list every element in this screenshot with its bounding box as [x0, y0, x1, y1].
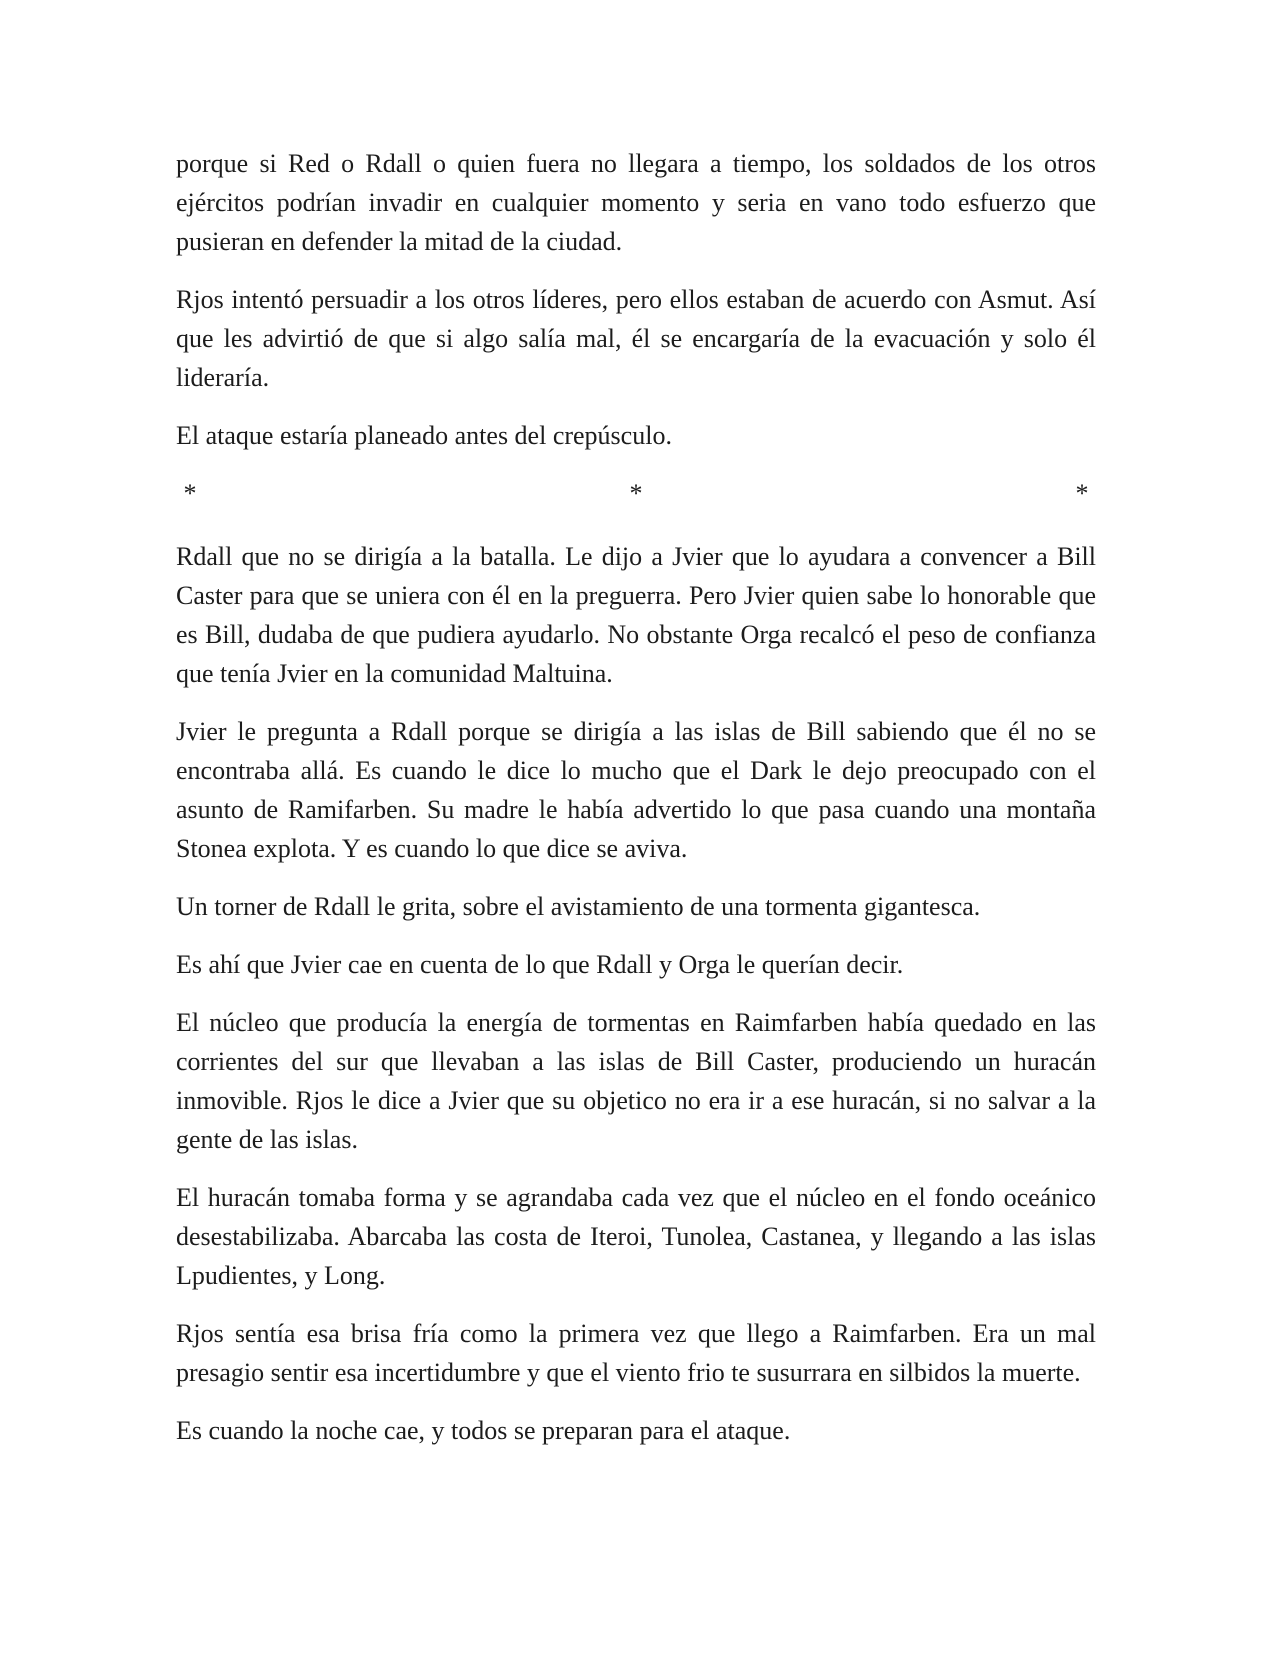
separator-asterisk: *: [1075, 479, 1089, 508]
paragraph: Rdall que no se dirigía a la batalla. Le dijo a Jvier que lo ayudara a convencer a Bill Caster para que se uniera con él en la preguerra. Pero Jvier quien sabe lo honorable que es Bill, dudaba de que pudiera ayudarlo. No obstante Orga recalcó el peso de confianza que tenía Jvier en la comunidad Maltuina.: [176, 542, 1096, 688]
separator-asterisk: *: [183, 479, 197, 508]
paragraph: El núcleo que producía la energía de tormentas en Raimfarben había quedado en las corrientes del sur que llevaban a las islas de Bill Caster, produciendo un huracán inmovible. Rjos le dice a Jvier que su objetico no era ir a ese huracán, si no salvar a la gente de las islas.: [176, 1008, 1096, 1154]
paragraph: Rjos sentía esa brisa fría como la primera vez que llego a Raimfarben. Era un mal presagio sentir esa incertidumbre y que el viento frio te susurrara en silbidos la muerte.: [176, 1319, 1096, 1387]
separator-asterisk: *: [629, 479, 643, 508]
paragraph: El ataque estaría planeado antes del crepúsculo.: [176, 421, 672, 450]
paragraph: Jvier le pregunta a Rdall porque se dirigía a las islas de Bill sabiendo que él no se encontraba allá. Es cuando le dice lo mucho que el Dark le dejo preocupado con el asunto de Ramifarben. Su madre le había advertido lo que pasa cuando una montaña Stonea explota. Y es cuando lo que dice se aviva.: [176, 717, 1096, 863]
section-separator: [180, 474, 1092, 513]
paragraph: Un torner de Rdall le grita, sobre el avistamiento de una tormenta gigantesca.: [176, 892, 981, 921]
paragraph: El huracán tomaba forma y se agrandaba cada vez que el núcleo en el fondo oceánico desestabilizaba. Abarcaba las costa de Iteroi, Tunolea, Castanea, y llegando a las islas Lpudientes, y Long.: [176, 1183, 1096, 1290]
paragraph: Rjos intentó persuadir a los otros líderes, pero ellos estaban de acuerdo con Asmut. Así que les advirtió de que si algo salía mal, él se encargaría de la evacuación y solo él lideraría.: [176, 285, 1096, 392]
paragraph: Es cuando la noche cae, y todos se preparan para el ataque.: [176, 1416, 791, 1445]
paragraph: porque si Red o Rdall o quien fuera no llegara a tiempo, los soldados de los otros ejércitos podrían invadir en cualquier momento y seria en vano todo esfuerzo que pusieran en defender la mitad de la ciudad.: [176, 149, 1096, 256]
document-body: [176, 144, 1096, 1469]
paragraph: Es ahí que Jvier cae en cuenta de lo que Rdall y Orga le querían decir.: [176, 950, 904, 979]
